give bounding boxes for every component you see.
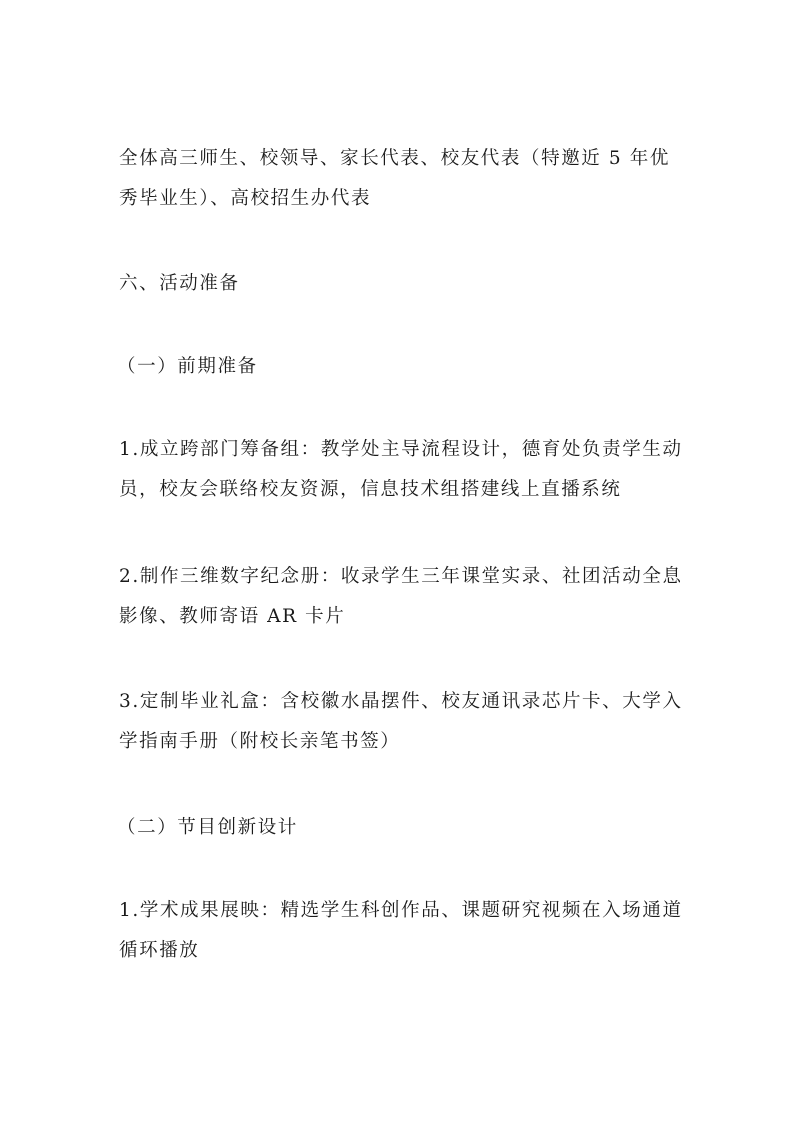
list-item-preparation-group: 1.成立跨部门筹备组：教学处主导流程设计，德育处负责学生动员，校友会联络校友资源，信息技术组搭建线上直播系统 <box>119 439 683 500</box>
section-heading-activity-preparation: 六、活动准备 <box>119 273 240 294</box>
list-item-academic-showcase: 1.学术成果展映：精选学生科创作品、课题研究视频在入场通道循环播放 <box>119 900 683 961</box>
subsection-heading-program-design: （二）节目创新设计 <box>117 817 298 838</box>
list-item-digital-album: 2.制作三维数字纪念册：收录学生三年课堂实录、社团活动全息影像、教师寄语 AR 卡片 <box>119 566 683 627</box>
subsection-heading-early-preparation: （一）前期准备 <box>117 356 258 377</box>
participants-paragraph: 全体高三师生、校领导、家长代表、校友代表（特邀近 5 年优秀毕业生）、高校招生办代表 <box>119 148 670 209</box>
list-item-gift-box: 3.定制毕业礼盒：含校徽水晶摆件、校友通讯录芯片卡、大学入学指南手册（附校长亲笔书签） <box>119 691 683 752</box>
